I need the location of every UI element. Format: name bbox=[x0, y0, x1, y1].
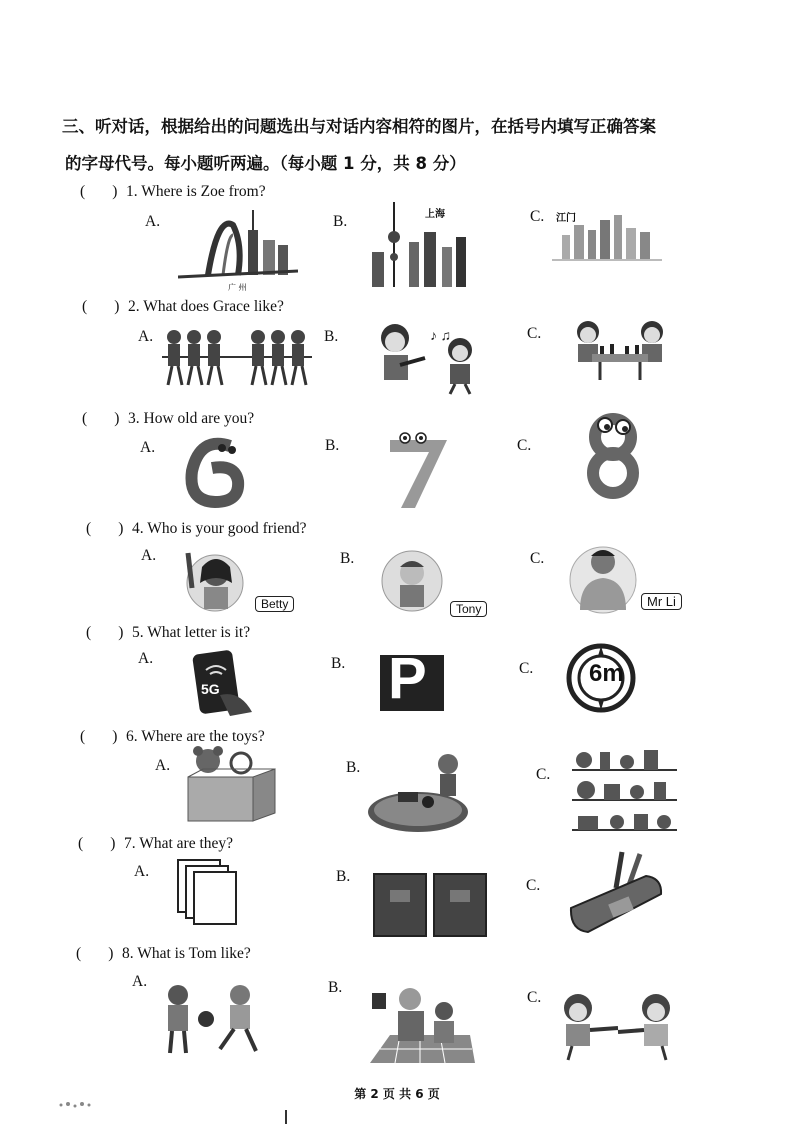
papers-image bbox=[176, 858, 241, 926]
tug-of-war-image bbox=[162, 325, 312, 390]
question-text: 1. Where is Zoe from? bbox=[126, 183, 266, 200]
answer-blank[interactable]: ( ) bbox=[82, 298, 120, 315]
tony-portrait-image bbox=[380, 545, 444, 615]
question-text: 3. How old are you? bbox=[128, 410, 255, 427]
p-letter: P bbox=[388, 646, 427, 711]
number-six-image bbox=[180, 436, 250, 508]
option-b-label: B. bbox=[340, 550, 355, 567]
number-eight-image bbox=[573, 407, 653, 499]
option-a-label: A. bbox=[141, 547, 157, 564]
answer-blank[interactable]: ( ) bbox=[82, 410, 120, 427]
shanghai-skyline-image bbox=[364, 202, 479, 290]
option-a-label: A. bbox=[155, 757, 171, 774]
kids-playing-image bbox=[158, 983, 268, 1058]
option-b-label: B. bbox=[336, 868, 351, 885]
question-text: 7. What are they? bbox=[124, 835, 234, 852]
chess-kids-image bbox=[570, 314, 670, 384]
question-text: 8. What is Tom like? bbox=[122, 945, 251, 962]
option-b-label: B. bbox=[333, 213, 348, 230]
question-6 bbox=[80, 728, 265, 746]
option-a-label: A. bbox=[145, 213, 161, 230]
question-3 bbox=[82, 410, 254, 428]
option-a-label: A. bbox=[138, 650, 154, 667]
question-4 bbox=[86, 520, 307, 538]
option-c-label: C. bbox=[527, 325, 542, 342]
answer-blank[interactable]: ( ) bbox=[80, 183, 118, 200]
option-a-label: A. bbox=[134, 863, 150, 880]
option-c-label: C. bbox=[530, 550, 545, 567]
option-a-label: A. bbox=[132, 973, 148, 990]
question-text: 5. What letter is it? bbox=[132, 624, 251, 641]
instructions-line-2: 的字母代号。每小题听两遍。（每小题 1 分，共 8 分） bbox=[65, 154, 466, 173]
question-text: 6. Where are the toys? bbox=[126, 728, 265, 745]
question-text: 2. What does Grace like? bbox=[128, 298, 284, 315]
answer-blank[interactable]: ( ) bbox=[86, 624, 124, 641]
5g-text: 5G bbox=[201, 681, 220, 697]
option-b-label: B. bbox=[328, 979, 343, 996]
jiangmen-caption: 江门 bbox=[556, 213, 576, 224]
toys-on-floor-image bbox=[368, 752, 478, 834]
instructions-line-1: 三、听对话，根据给出的问题选出与对话内容相符的图片，在括号内填写正确答案 bbox=[62, 117, 656, 136]
answer-blank[interactable]: ( ) bbox=[86, 520, 124, 537]
name-tag-tony: Tony bbox=[450, 601, 487, 617]
option-c-label: C. bbox=[527, 989, 542, 1006]
option-b-label: B. bbox=[325, 437, 340, 454]
page-tick-mark bbox=[285, 1110, 287, 1124]
page-footer: 第 2 页 共 6 页 bbox=[354, 1087, 440, 1101]
question-5 bbox=[86, 624, 250, 642]
option-c-label: C. bbox=[519, 660, 534, 677]
guangzhou-caption: 广 州 bbox=[228, 283, 247, 292]
option-a-label: A. bbox=[140, 439, 156, 456]
option-b-label: B. bbox=[324, 328, 339, 345]
option-b-label: B. bbox=[346, 759, 361, 776]
answer-blank[interactable]: ( ) bbox=[80, 728, 118, 745]
toy-box-image bbox=[183, 745, 278, 823]
question-1 bbox=[80, 183, 266, 201]
number-seven-image bbox=[385, 430, 455, 510]
shanghai-caption: 上海 bbox=[425, 209, 445, 220]
answer-blank[interactable]: ( ) bbox=[76, 945, 114, 962]
answer-blank[interactable]: ( ) bbox=[78, 835, 116, 852]
option-a-label: A. bbox=[138, 328, 154, 345]
pencil-case-image bbox=[566, 848, 666, 938]
books-image bbox=[372, 870, 497, 940]
chess-grandpa-image bbox=[370, 985, 475, 1065]
option-c-label: C. bbox=[536, 766, 551, 783]
option-c-label: C. bbox=[517, 437, 532, 454]
section-instructions bbox=[62, 108, 742, 182]
name-tag-betty: Betty bbox=[255, 596, 294, 612]
6m-text: 6m bbox=[589, 660, 624, 687]
name-tag-mr-li: Mr Li bbox=[641, 593, 682, 610]
5g-phone-image bbox=[190, 650, 255, 718]
mr-li-portrait-image bbox=[568, 540, 638, 615]
music-kids-image bbox=[370, 320, 490, 395]
guangzhou-skyline-image bbox=[178, 205, 298, 290]
question-8 bbox=[76, 945, 251, 963]
question-text: 4. Who is your good friend? bbox=[132, 520, 307, 537]
scan-artifact bbox=[58, 1098, 98, 1116]
svg-text:♪ ♫: ♪ ♫ bbox=[430, 329, 451, 344]
question-7 bbox=[78, 835, 233, 853]
option-c-label: C. bbox=[530, 208, 545, 225]
kids-fighting-image bbox=[558, 990, 678, 1062]
option-c-label: C. bbox=[526, 877, 541, 894]
question-2 bbox=[82, 298, 284, 316]
toy-shelf-image bbox=[572, 738, 677, 833]
option-b-label: B. bbox=[331, 655, 346, 672]
betty-portrait-image bbox=[180, 543, 245, 615]
